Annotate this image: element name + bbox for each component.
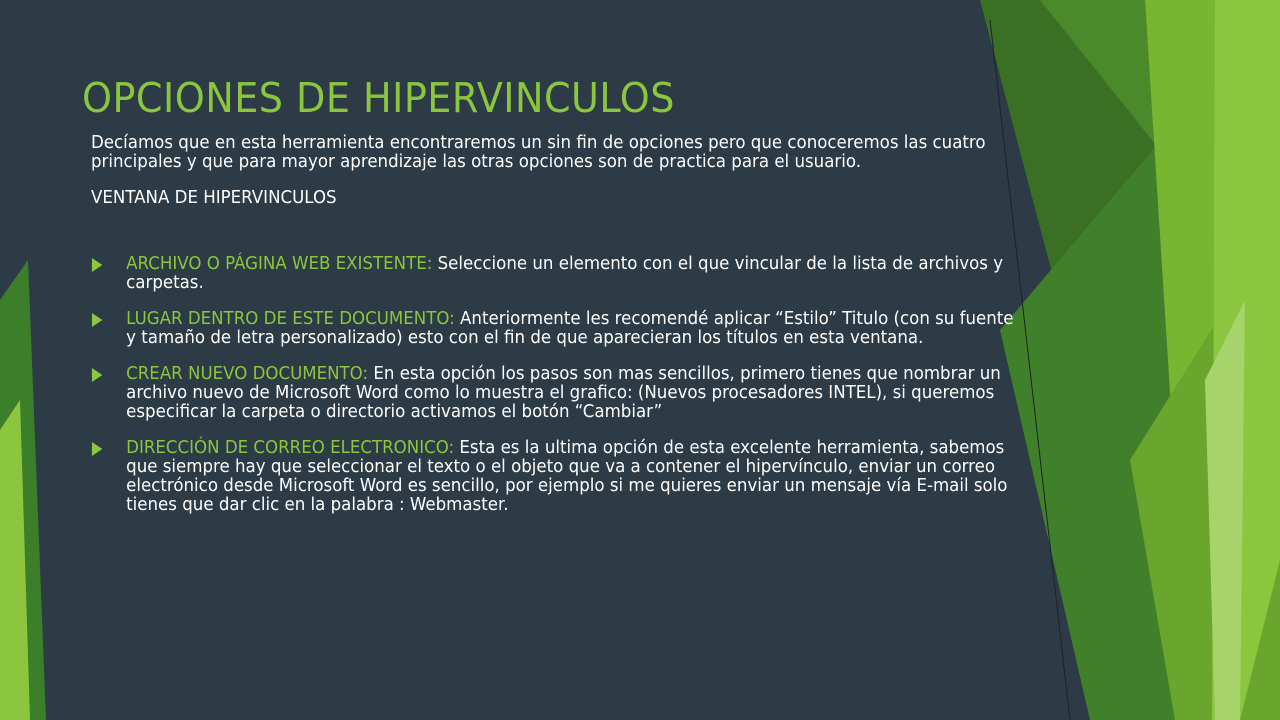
intro-paragraph: Decíamos que en esta herramienta encontraremos un sin fin de opciones pero que conoceremos las cuatro principales y que para mayor aprendizaje las otras opciones son de practica para el usuario. bbox=[91, 133, 986, 172]
bullet-term: DIRECCIÓN DE CORREO ELECTRONICO: bbox=[126, 438, 455, 458]
section-subheading: VENTANA DE HIPERVINCULOS bbox=[91, 188, 337, 208]
bullet-item bbox=[91, 255, 1027, 293]
bullet-text: Esta es la ultima opción de esta excelente herramienta, sabemos que siempre hay que seleccionar el texto o el objeto que va a contener el hipervínculo, enviar un correo electrónico desde Microsoft Word es sencillo, por ejemplo si me quieres enviar un mensaje vía E-mail solo tienes que dar clic en la palabra : Webmaster. bbox=[126, 438, 1008, 515]
right-triangle-icon bbox=[92, 368, 102, 382]
bullet-text: En esta opción los pasos son mas sencillos, primero tienes que nombrar un archivo nuevo de Microsoft Word como lo muestra el grafico: (Nuevos procesadores INTEL), si queremos especificar la carpeta o directorio activamos el botón “Cambiar” bbox=[126, 364, 1001, 422]
right-triangle-icon bbox=[92, 442, 102, 456]
bullet-term: ARCHIVO O PÁGINA WEB EXISTENTE: bbox=[126, 254, 433, 274]
bullet-item bbox=[91, 439, 1027, 515]
slide-content bbox=[91, 134, 1027, 532]
bullet-text: Anteriormente les recomendé aplicar “Estilo” Titulo (con su fuente y tamaño de letra personalizado) esto con el fin de que aparecieran los títulos en esta ventana. bbox=[126, 309, 1014, 348]
bullet-term: LUGAR DENTRO DE ESTE DOCUMENTO: bbox=[126, 309, 455, 329]
bullet-list bbox=[91, 255, 1027, 515]
right-triangle-icon bbox=[92, 313, 102, 327]
slide-title: OPCIONES DE HIPERVINCULOS bbox=[82, 74, 675, 122]
bullet-item bbox=[91, 310, 1027, 348]
bullet-text: Seleccione un elemento con el que vincular de la lista de archivos y carpetas. bbox=[126, 254, 1004, 293]
right-triangle-icon bbox=[92, 258, 102, 272]
bullet-term: CREAR NUEVO DOCUMENTO: bbox=[126, 364, 369, 384]
bullet-item bbox=[91, 365, 1027, 422]
